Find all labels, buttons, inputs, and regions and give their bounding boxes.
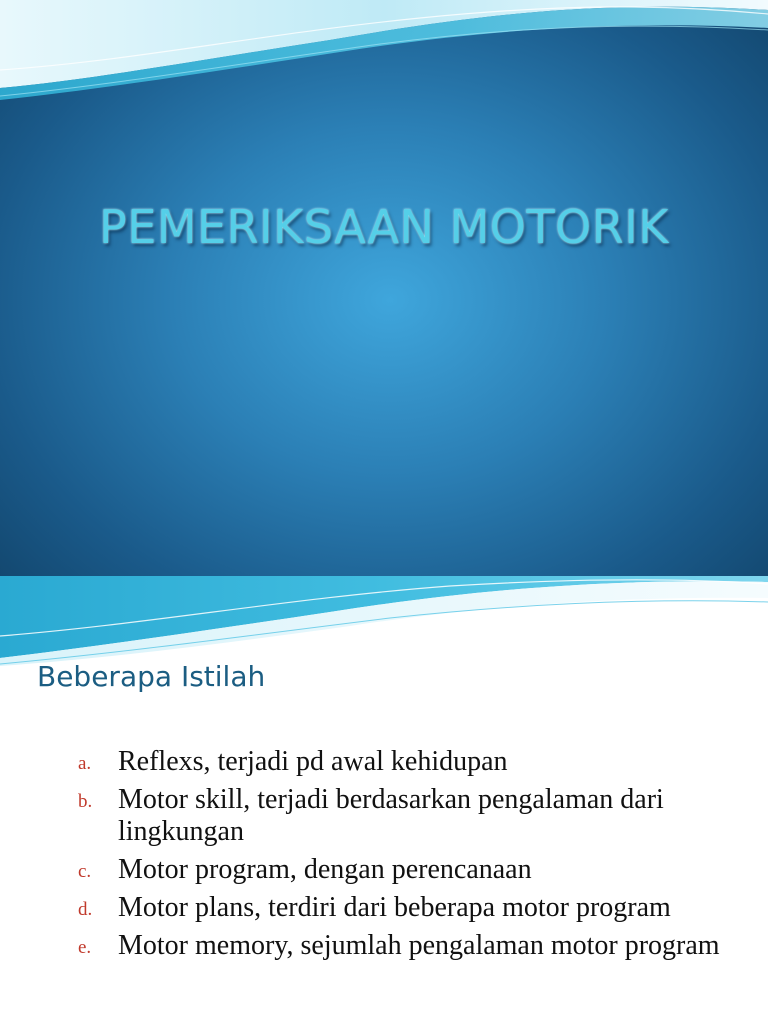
- list-marker: d.: [78, 899, 93, 920]
- list-marker: a.: [78, 753, 92, 774]
- list-item: [78, 784, 738, 848]
- list-item-text: Motor memory, sejumlah pengalaman motor program: [118, 930, 720, 961]
- list-item: [78, 854, 738, 886]
- list-item-text: Motor program, dengan perencanaan: [118, 854, 532, 885]
- decorative-waves-top: [0, 576, 768, 666]
- list-item: [78, 930, 738, 962]
- slide-heading: Beberapa Istilah: [37, 660, 266, 693]
- list-marker: e.: [78, 937, 92, 958]
- slide-title: PEMERIKSAAN MOTORIK: [99, 200, 669, 254]
- list-marker: b.: [78, 791, 93, 812]
- list-item: [78, 746, 738, 778]
- content-slide: [0, 576, 768, 1024]
- decorative-waves-top: [0, 0, 768, 110]
- terms-list: [78, 746, 738, 968]
- list-item: [78, 892, 738, 924]
- list-item-text: Motor skill, terjadi berdasarkan pengalaman dari lingkungan: [118, 784, 664, 847]
- list-marker: c.: [78, 861, 92, 882]
- list-item-text: Reflexs, terjadi pd awal kehidupan: [118, 746, 508, 777]
- list-item-text: Motor plans, terdiri dari beberapa motor program: [118, 892, 671, 923]
